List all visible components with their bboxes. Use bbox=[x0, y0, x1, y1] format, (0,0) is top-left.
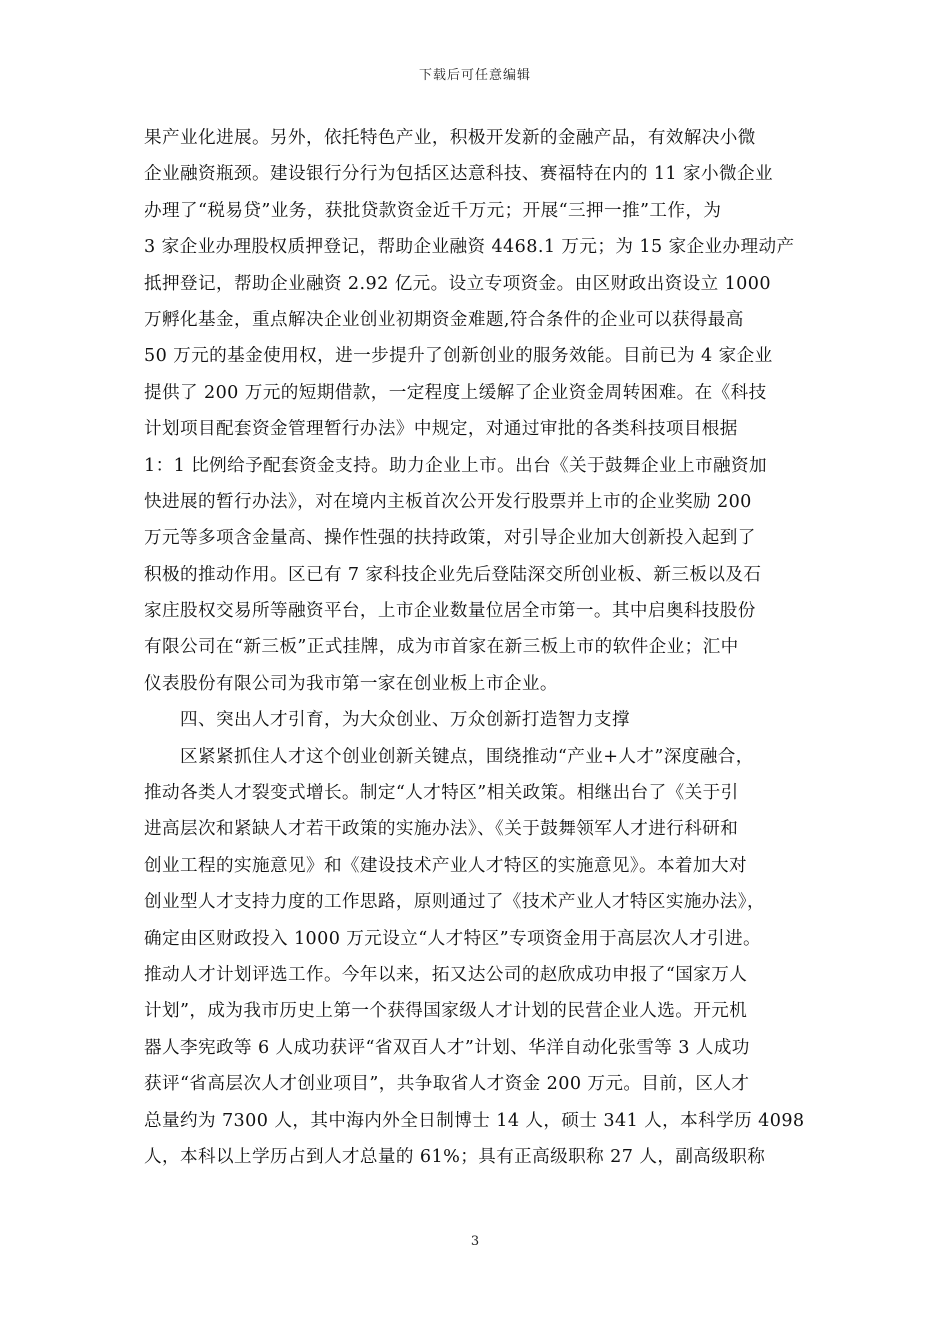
text-line: 3 家企业办理股权质押登记，帮助企业融资 4468.1 万元；为 15 家企业办理动产 bbox=[144, 237, 795, 258]
text-line: 创业工程的实施意见》和《建设技术产业人才特区的实施意见》。本着加大对 bbox=[144, 855, 747, 876]
document-body bbox=[144, 120, 814, 1175]
text-line: 仪表股份有限公司为我市第一家在创业板上市企业。 bbox=[144, 673, 558, 694]
text-line: 计划”，成为我市历史上第一个获得国家级人才计划的民营企业人选。开元机 bbox=[144, 1001, 748, 1022]
text-line: 万元等多项含金量高、操作性强的扶持政策，对引导企业加大创新投入起到了 bbox=[144, 528, 756, 549]
text-line: 获评“省高层次人才创业项目”，共争取省人才资金 200 万元。目前，区人才 bbox=[144, 1074, 750, 1095]
text-line: 家庄股权交易所等融资平台，上市企业数量位居全市第一。其中启奥科技股份 bbox=[144, 601, 756, 622]
text-line: 快进展的暂行办法》，对在境内主板首次公开发行股票并上市的企业奖励 200 bbox=[144, 491, 752, 512]
text-line: 器人李宪政等 6 人成功获评“省双百人才”计划、华洋自动化张雪等 3 人成功 bbox=[144, 1037, 750, 1058]
text-line: 积极的推动作用。区已有 7 家科技企业先后登陆深交所创业板、新三板以及石 bbox=[144, 564, 762, 585]
paragraph-start-line: 区紧紧抓住人才这个创业创新关键点，围绕推动“产业+人才”深度融合， bbox=[180, 746, 754, 767]
page-number: 3 bbox=[470, 1234, 480, 1249]
page-header: 下载后可任意编辑 bbox=[418, 68, 531, 83]
text-line: 进高层次和紧缺人才若干政策的实施办法》、《关于鼓舞领军人才进行科研和 bbox=[144, 819, 739, 840]
text-line: 创业型人才支持力度的工作思路，原则通过了《技术产业人才特区实施办法》， bbox=[144, 892, 765, 913]
text-line: 企业融资瓶颈。建设银行分行为包括区达意科技、赛福特在内的 11 家小微企业 bbox=[144, 164, 773, 185]
paragraph-start-line: 四、突出人才引育，为大众创业、万众创新打造智力支撑 bbox=[180, 710, 630, 731]
text-line: 抵押登记，帮助企业融资 2.92 亿元。设立专项资金。由区财政出资设立 1000 bbox=[144, 273, 771, 294]
text-line: 推动各类人才裂变式增长。制定“人才特区”相关政策。相继出台了《关于引 bbox=[144, 783, 739, 804]
text-line: 果产业化进展。另外，依托特色产业，积极开发新的金融产品，有效解决小微 bbox=[144, 128, 756, 148]
text-line: 人，本科以上学历占到人才总量的 61%；具有正高级职称 27 人，副高级职称 bbox=[144, 1146, 766, 1167]
text-line: 万孵化基金，重点解决企业创业初期资金难题,符合条件的企业可以获得最高 bbox=[144, 309, 744, 330]
text-line: 办理了“税易贷”业务，获批贷款资金近千万元；开展“三押一推”工作，为 bbox=[144, 200, 722, 221]
text-line: 有限公司在“新三板”正式挂牌，成为市首家在新三板上市的软件企业；汇中 bbox=[144, 637, 739, 658]
text-line: 推动人才计划评选工作。今年以来，拓又达公司的赵欣成功申报了“国家万人 bbox=[144, 964, 748, 985]
text-line: 计划项目配套资金管理暂行办法》中规定，对通过审批的各类科技项目根据 bbox=[144, 419, 738, 440]
text-line: 总量约为 7300 人，其中海内外全日制博士 14 人，硕士 341 人，本科学历 4098 bbox=[144, 1110, 805, 1131]
text-line: 提供了 200 万元的短期借款，一定程度上缓解了企业资金周转困难。在《科技 bbox=[144, 382, 767, 403]
text-line: 50 万元的基金使用权，进一步提升了创新创业的服务效能。目前已为 4 家企业 bbox=[144, 346, 773, 367]
text-line: 1：1 比例给予配套资金支持。助力企业上市。出台《关于鼓舞企业上市融资加 bbox=[144, 455, 767, 476]
text-line: 确定由区财政投入 1000 万元设立“人才特区”专项资金用于高层次人才引进。 bbox=[144, 928, 761, 949]
